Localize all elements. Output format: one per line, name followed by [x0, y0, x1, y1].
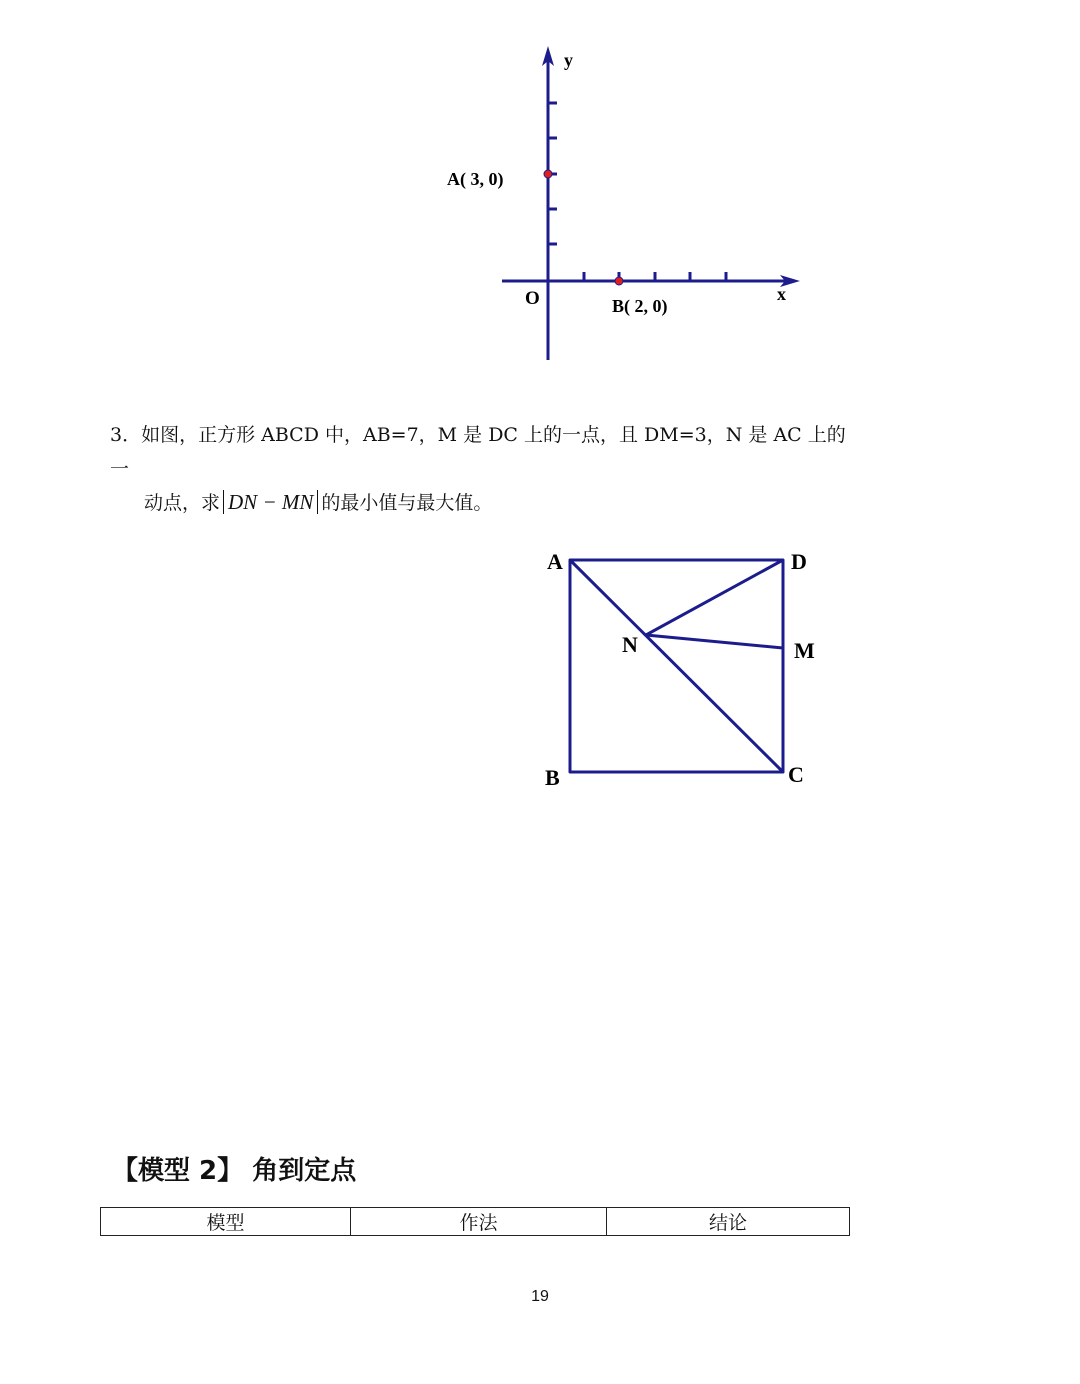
- table-header-model: 模型: [101, 1208, 351, 1236]
- point-b-label: B( 2, 0): [612, 296, 668, 316]
- table-header-conclusion: 结论: [607, 1208, 850, 1236]
- coordinate-figure: [420, 40, 820, 370]
- segment-dn: [646, 560, 783, 635]
- origin-label: O: [525, 288, 540, 309]
- vertex-c-label: C: [788, 762, 804, 787]
- vertex-a-label: A: [547, 549, 563, 574]
- segment-nm: [646, 635, 783, 648]
- x-axis-label: x: [777, 284, 786, 304]
- problem-line-2: [110, 486, 850, 520]
- vertex-b-label: B: [545, 765, 560, 790]
- section-heading: 【模型 2】 角到定点: [112, 1156, 357, 1186]
- point-m-label: M: [794, 638, 815, 663]
- point-n-label: N: [622, 632, 638, 657]
- problem-3: [110, 418, 850, 520]
- vertex-d-label: D: [791, 549, 807, 574]
- table-header-method: 作法: [351, 1208, 607, 1236]
- abs-expression: DN − MN: [223, 490, 318, 514]
- page-number: 19: [531, 1288, 549, 1305]
- model-table: [100, 1207, 850, 1236]
- point-b-dot: [615, 277, 623, 285]
- problem-line-2-prefix: 动点，求: [144, 492, 221, 514]
- point-a-dot: [544, 170, 552, 178]
- problem-line-1: 3．如图，正方形 ABCD 中，AB=7，M 是 DC 上的一点，且 DM=3，N 是 AC 上的一: [110, 424, 846, 480]
- y-axis-label: y: [564, 50, 573, 70]
- table-header-row: [101, 1208, 850, 1236]
- square-figure: [530, 540, 830, 800]
- diagonal-ac: [570, 560, 783, 772]
- problem-line-2-suffix: 的最小值与最大值。: [321, 492, 493, 514]
- point-a-label: A( 3, 0): [447, 169, 504, 189]
